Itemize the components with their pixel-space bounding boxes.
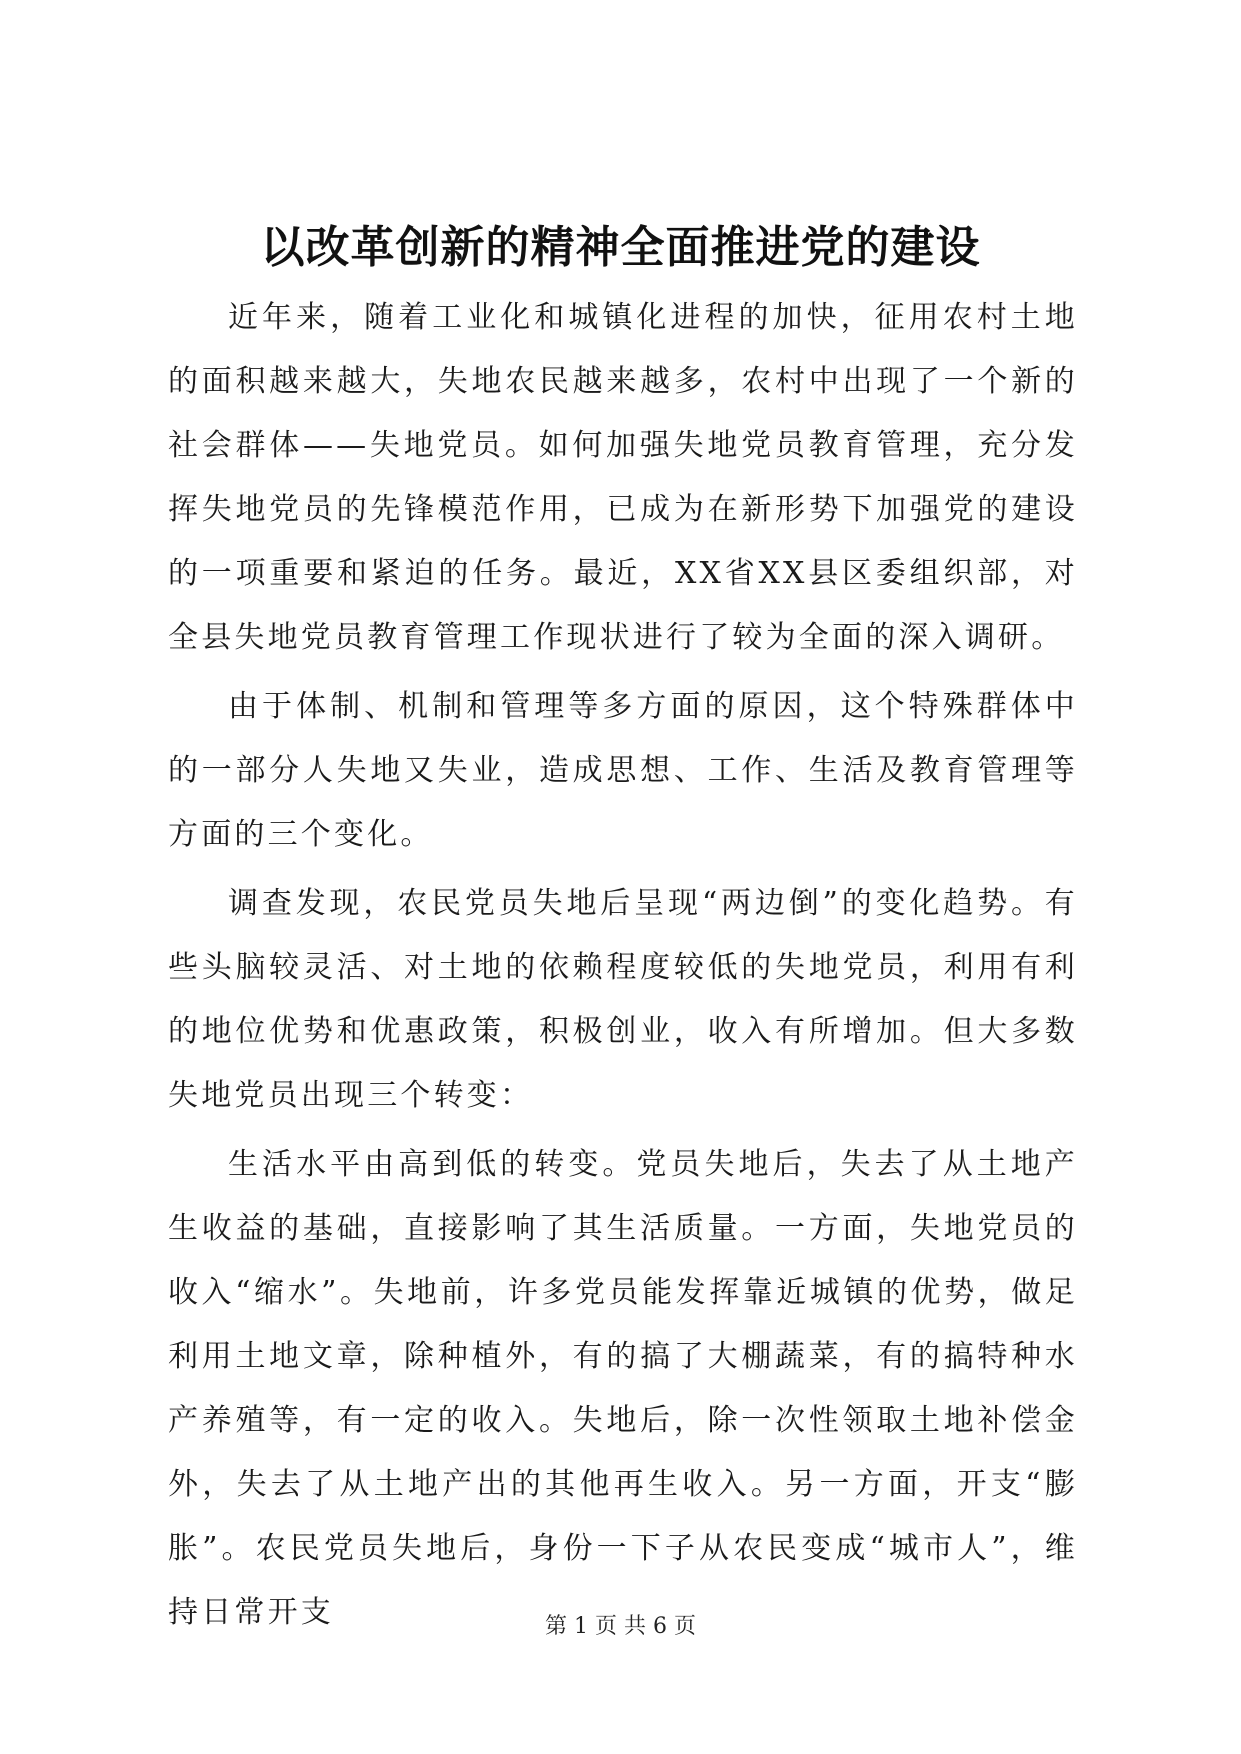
- paragraph: 近年来，随着工业化和城镇化进程的加快，征用农村土地的面积越来越大，失地农民越来越多，农村中出现了一个新的社会群体——失地党员。如何加强失地党员教育管理，充分发挥失地党员的先锋模范作用，已成为在新形势下加强党的建设的一项重要和紧迫的任务。最近，XX省XX县区委组织部，对全县失地党员教育管理工作现状进行了较为全面的深入调研。: [168, 300, 1078, 655]
- page-number-footer: 第 1 页 共 6 页: [545, 1614, 696, 1639]
- paragraph: 调查发现，农民党员失地后呈现“两边倒”的变化趋势。有些头脑较灵活、对土地的依赖程度较低的失地党员，利用有利的地位优势和优惠政策，积极创业，收入有所增加。但大多数失地党员出现三个转变：: [168, 886, 1078, 1113]
- document-body: [168, 286, 1078, 1650]
- paragraph: 生活水平由高到低的转变。党员失地后，失去了从土地产生收益的基础，直接影响了其生活质量。一方面，失地党员的收入“缩水”。失地前，许多党员能发挥靠近城镇的优势，做足利用土地文章，除种植外，有的搞了大棚蔬菜，有的搞特种水产养殖等，有一定的收入。失地后，除一次性领取土地补偿金外，失去了从土地产出的其他再生收入。另一方面，开支“膨胀”。农民党员失地后，身份一下子从农民变成“城市人”，维持日常开支: [168, 1147, 1078, 1630]
- paragraph: 由于体制、机制和管理等多方面的原因，这个特殊群体中的一部分人失地又失业，造成思想、工作、生活及教育管理等方面的三个变化。: [168, 689, 1078, 852]
- document-title: 以改革创新的精神全面推进党的建设: [260, 222, 981, 273]
